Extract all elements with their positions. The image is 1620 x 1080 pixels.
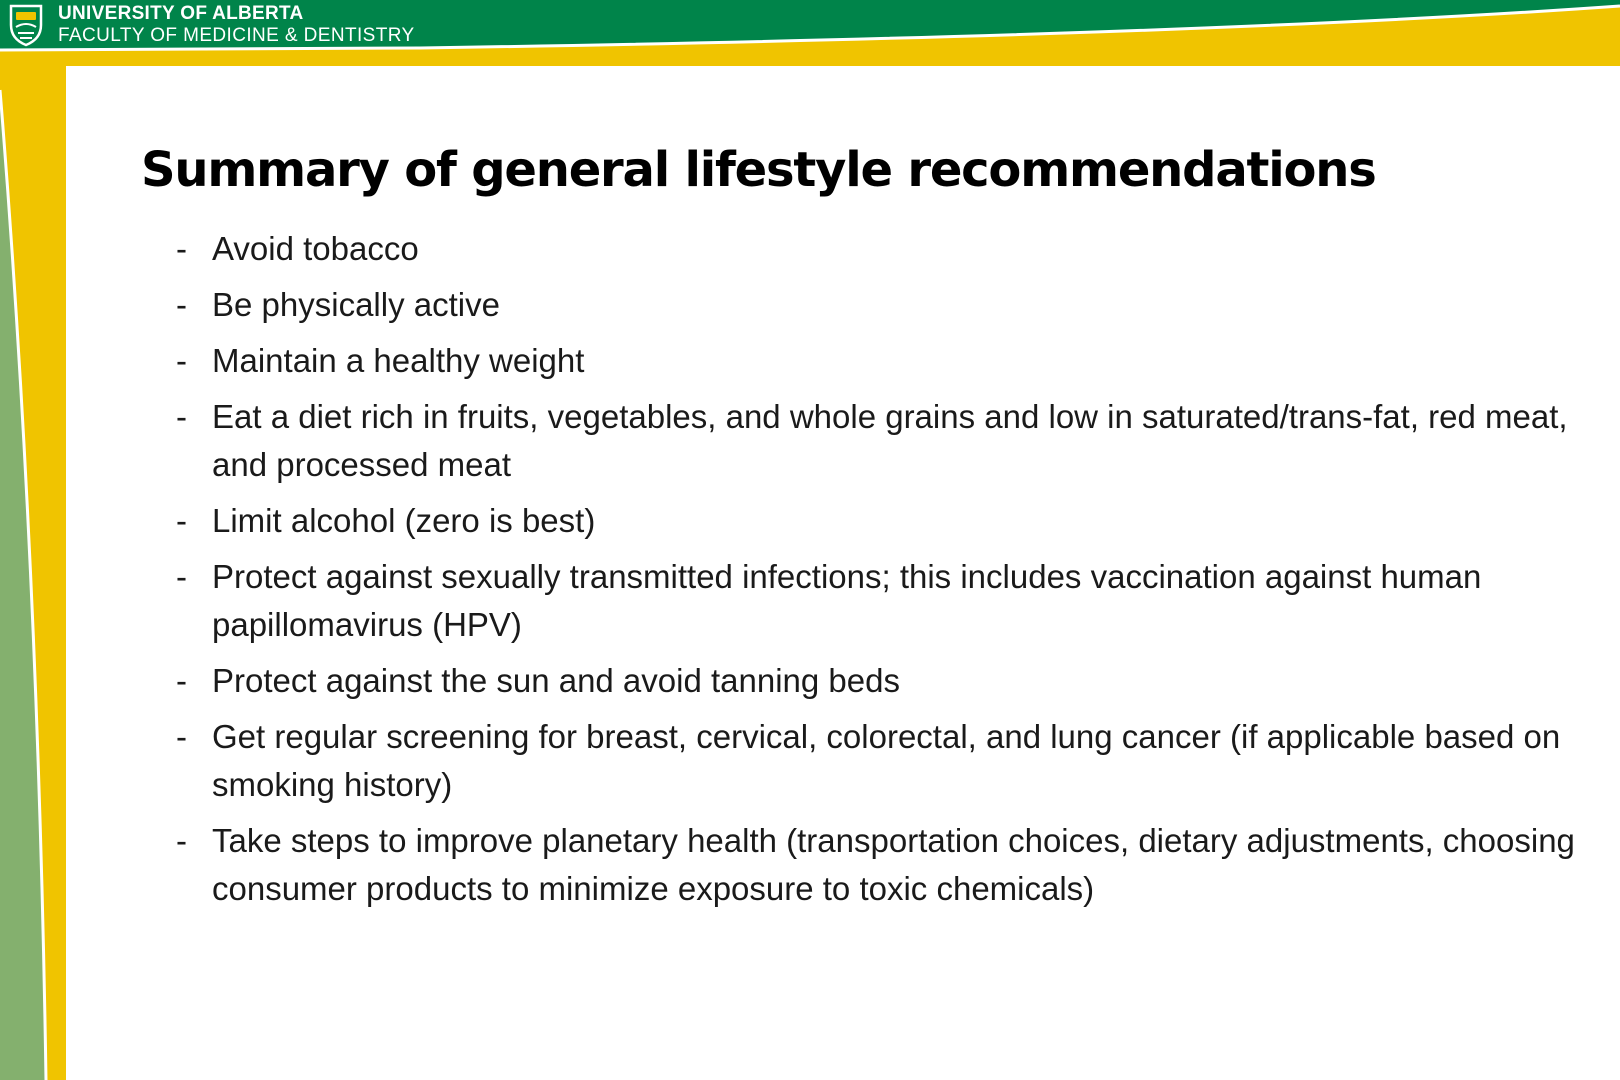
slide-title: Summary of general lifestyle recommendations <box>141 142 1376 198</box>
list-item-text: Be physically active <box>212 286 500 323</box>
bullet-dash: - <box>176 286 187 323</box>
list-item <box>176 817 1586 913</box>
bullet-dash: - <box>176 718 187 755</box>
list-item <box>176 225 1586 273</box>
bullet-dash: - <box>176 822 187 859</box>
university-branding <box>8 3 415 47</box>
bullet-dash: - <box>176 342 187 379</box>
bullet-dash: - <box>176 558 187 595</box>
list-item-text: Protect against the sun and avoid tanning beds <box>212 662 900 699</box>
list-item-text: Protect against sexually transmitted infections; this includes vaccination against human papillomavirus (HPV) <box>212 558 1482 643</box>
list-item <box>176 281 1586 329</box>
list-item <box>176 553 1586 649</box>
list-item-text: Avoid tobacco <box>212 230 419 267</box>
list-item-text: Limit alcohol (zero is best) <box>212 502 596 539</box>
bullet-dash: - <box>176 502 187 539</box>
faculty-name: FACULTY OF MEDICINE & DENTISTRY <box>58 25 415 46</box>
bullet-dash: - <box>176 398 187 435</box>
list-item-text: Get regular screening for breast, cervical, colorectal, and lung cancer (if applicable based on smoking history) <box>212 718 1561 803</box>
list-item <box>176 337 1586 385</box>
list-item <box>176 713 1586 809</box>
list-item-text: Eat a diet rich in fruits, vegetables, and whole grains and low in saturated/trans-fat, red meat, and processed meat <box>212 398 1568 483</box>
list-item <box>176 393 1586 489</box>
list-item <box>176 497 1586 545</box>
list-item-text: Maintain a healthy weight <box>212 342 585 379</box>
bullet-dash: - <box>176 662 187 699</box>
list-item <box>176 657 1586 705</box>
bullet-dash: - <box>176 230 187 267</box>
university-wordmark <box>58 3 415 47</box>
university-crest-icon <box>8 3 44 47</box>
university-name: UNIVERSITY OF ALBERTA <box>58 3 304 24</box>
list-item-text: Take steps to improve planetary health (transportation choices, dietary adjustments, choosing consumer products to minimize exposure to toxic chemicals) <box>212 822 1575 907</box>
recommendation-list <box>176 225 1586 921</box>
